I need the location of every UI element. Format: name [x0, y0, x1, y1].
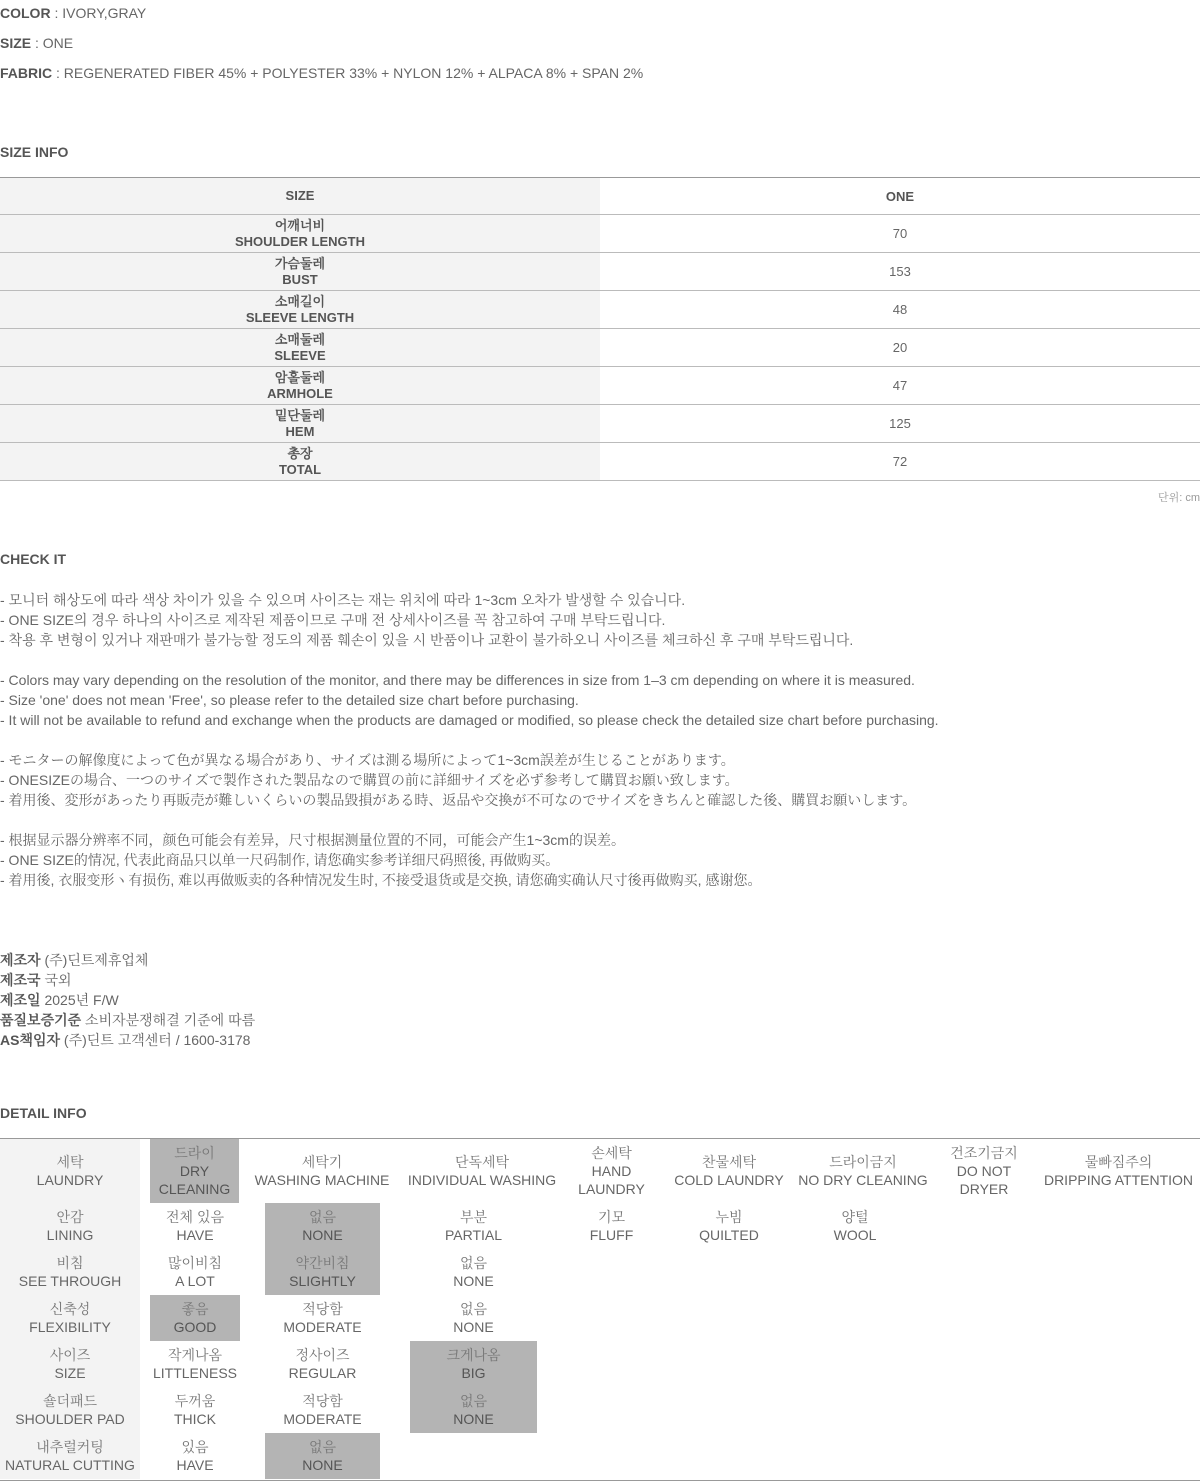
check-line: - モニターの解像度によって色が異なる場合があり、サイズは測る場所によって1~3cm誤差が生じることがあります。	[0, 752, 735, 768]
detail-label-ko: 신축성	[49, 1301, 91, 1317]
size-row-value: 47	[892, 378, 908, 393]
detail-row-label	[0, 1341, 140, 1387]
detail-option	[150, 1249, 240, 1295]
size-table-row	[0, 367, 1200, 405]
detail-option	[410, 1249, 537, 1295]
detail-row-label	[0, 1433, 140, 1479]
maker-label: 제조자	[0, 952, 41, 968]
detail-option-en: NONE	[302, 1227, 343, 1243]
check-it-title: CHECK IT	[0, 551, 67, 567]
detail-option-en: NONE	[453, 1319, 494, 1335]
detail-option-en: A LOT	[175, 1273, 215, 1289]
detail-option	[240, 1139, 404, 1203]
detail-label-ko: 안감	[56, 1209, 84, 1225]
check-line: - 착용 후 변형이 있거나 재판매가 불가능할 정도의 제품 훼손이 있을 시 반품이나 교환이 불가하오니 사이즈를 체크하신 후 구매 부탁드립니다.	[0, 632, 854, 648]
detail-label-ko: 사이즈	[49, 1347, 91, 1363]
size-row-label	[0, 253, 600, 290]
detail-option-ko: 세탁기	[301, 1154, 343, 1170]
size-row-label-ko: 밑단둘레	[274, 407, 326, 423]
detail-row	[0, 1341, 1200, 1387]
detail-option-ko: 있음	[181, 1439, 209, 1455]
spec-color	[0, 5, 146, 21]
size-row-value: 70	[892, 226, 908, 241]
size-table-row	[0, 443, 1200, 481]
detail-option	[265, 1249, 380, 1295]
detail-label-en: NATURAL CUTTING	[5, 1457, 135, 1473]
detail-option-ko: 두꺼움	[174, 1393, 216, 1409]
detail-option-en: MODERATE	[283, 1319, 362, 1335]
size-table-row	[0, 215, 1200, 253]
size-row-label-en: BUST	[282, 271, 318, 287]
size-row-label-ko: 소매둘레	[274, 331, 326, 347]
detail-option	[560, 1203, 663, 1249]
detail-option-ko: 없음	[308, 1439, 337, 1455]
detail-option	[560, 1139, 663, 1203]
detail-option-ko: 양털	[841, 1209, 869, 1225]
detail-option	[150, 1433, 240, 1479]
check-line: - ONE SIZE的情况, 代表此商品只以单一尺码制作, 请您确实参考详细尺码照後, 再做购买。	[0, 852, 560, 868]
check-group	[0, 590, 1200, 650]
detail-option-en: NONE	[453, 1273, 494, 1289]
detail-label-en: LINING	[46, 1227, 94, 1243]
size-row-value: 125	[889, 416, 911, 431]
spec-size	[0, 35, 73, 51]
detail-option-en: WOOL	[833, 1227, 877, 1243]
detail-label-en: FLEXIBILITY	[29, 1319, 111, 1335]
detail-option-ko: 단독세탁	[454, 1154, 510, 1170]
detail-row	[0, 1387, 1200, 1433]
maker-value: (주)딘트 고객센터 / 1600-3178	[60, 1032, 251, 1048]
spec-value: : REGENERATED FIBER 45% + POLYESTER 33% + NYLON 12% + ALPACA 8% + SPAN 2%	[52, 65, 644, 81]
size-info-title: SIZE INFO	[0, 144, 69, 160]
check-line: - 根据显示器分辨率不同，颜色可能会有差异，尺寸根据测量位置的不同，可能会产生1~3cm的误差。	[0, 832, 625, 848]
detail-option-en: HAVE	[176, 1457, 214, 1473]
spec-value: : IVORY,GRAY	[50, 5, 147, 21]
detail-row	[0, 1295, 1200, 1341]
detail-option-en: QUILTED	[699, 1227, 759, 1243]
check-group	[0, 750, 1200, 810]
detail-option-en: LITTLENESS	[152, 1365, 238, 1381]
detail-option-en: SLIGHTLY	[289, 1273, 356, 1289]
size-row-label	[0, 443, 600, 480]
size-row-label-en: ARMHOLE	[267, 385, 333, 401]
size-table-row	[0, 329, 1200, 367]
check-line: - Size 'one' does not mean 'Free', so please refer to the detailed size chart before purchasing.	[0, 692, 579, 708]
spec-label: FABRIC	[0, 65, 53, 81]
maker-value: 2025년 F/W	[40, 992, 119, 1008]
detail-option-ko: 없음	[308, 1209, 337, 1225]
maker-line	[0, 990, 255, 1010]
detail-option	[410, 1203, 537, 1249]
detail-option	[265, 1203, 380, 1249]
detail-option-en: MODERATE	[283, 1411, 362, 1427]
detail-option-en: HAND LAUNDRY	[578, 1163, 645, 1197]
detail-option-ko: 없음	[459, 1255, 488, 1271]
detail-label-en: SHOULDER PAD	[15, 1411, 125, 1427]
detail-option-ko: 건조기금지	[950, 1145, 1018, 1161]
size-row-value: 72	[892, 454, 908, 469]
detail-table	[0, 1138, 1200, 1481]
detail-option	[150, 1203, 240, 1249]
detail-option	[265, 1341, 380, 1387]
size-row-label-en: SHOULDER LENGTH	[235, 233, 365, 249]
detail-option-en: WASHING MACHINE	[254, 1172, 390, 1188]
maker-line	[0, 970, 255, 990]
detail-label-en: LAUNDRY	[36, 1172, 104, 1188]
detail-option-en: INDIVIDUAL WASHING	[407, 1172, 557, 1188]
detail-option-en: NONE	[302, 1457, 343, 1473]
detail-option-en: NONE	[453, 1411, 494, 1427]
detail-option-en2: CLEANING	[158, 1181, 231, 1197]
check-line: - 모니터 해상도에 따라 색상 차이가 있을 수 있으며 사이즈는 재는 위치에 따라 1~3cm 오차가 발생할 수 있습니다.	[0, 592, 686, 608]
maker-label: 제조국	[0, 972, 41, 988]
detail-option	[410, 1295, 537, 1341]
detail-option	[265, 1433, 380, 1479]
detail-label-en: SEE THROUGH	[18, 1273, 122, 1289]
detail-label-ko: 내추럴커팅	[36, 1439, 104, 1455]
detail-row	[0, 1139, 1200, 1203]
detail-option-ko: 전체 있음	[166, 1209, 224, 1225]
size-table-row	[0, 253, 1200, 291]
size-row-value: 48	[892, 302, 908, 317]
size-row-label	[0, 215, 600, 252]
detail-option-en: HAVE	[176, 1227, 214, 1243]
check-line: - It will not be available to refund and exchange when the products are damaged or modified, so please check the detailed size chart before purchasing.	[0, 712, 939, 728]
detail-option-en: DO NOT DRYER	[956, 1163, 1012, 1197]
size-row-label-ko: 암홀둘레	[274, 369, 326, 385]
maker-line	[0, 950, 255, 970]
detail-option	[410, 1341, 537, 1387]
detail-row	[0, 1249, 1200, 1295]
detail-option-ko: 드라이금지	[829, 1154, 897, 1170]
detail-row-label	[0, 1387, 140, 1433]
detail-option-ko: 작게나옴	[167, 1347, 223, 1363]
detail-option-ko: 기모	[597, 1209, 626, 1225]
size-row-label-en: TOTAL	[278, 461, 322, 477]
size-table-header	[0, 178, 1200, 215]
check-line: - Colors may vary depending on the resolution of the monitor, and there may be differences in size from 1–3 cm depending on where it is measured.	[0, 672, 915, 688]
detail-option-en: PARTIAL	[444, 1227, 503, 1243]
detail-option	[410, 1387, 537, 1433]
detail-option-ko: 많이비침	[167, 1255, 223, 1271]
detail-option	[795, 1139, 931, 1203]
size-row-label-ko: 어깨너비	[274, 217, 326, 233]
detail-option-en: NO DRY CLEANING	[798, 1172, 928, 1188]
spec-label: SIZE	[0, 35, 32, 51]
detail-option	[150, 1139, 239, 1203]
detail-row	[0, 1203, 1200, 1249]
detail-option	[265, 1387, 380, 1433]
detail-option-en: COLD LAUNDRY	[674, 1172, 784, 1188]
size-row-label-en: HEM	[285, 423, 315, 439]
maker-value: 소비자분쟁해결 기준에 따름	[81, 1012, 256, 1028]
detail-option-ko: 누빔	[715, 1209, 743, 1225]
detail-option	[150, 1341, 240, 1387]
check-line: - 着用後、変形があったり再販売が難しいくらいの製品毀損がある時、返品や交換が不可なのでサイズをきちんと確認した後、購買お願いします。	[0, 792, 917, 808]
detail-option	[663, 1139, 795, 1203]
size-row-label	[0, 291, 600, 328]
maker-label: 품질보증기준	[0, 1012, 82, 1028]
detail-label-ko: 비침	[56, 1255, 84, 1271]
size-row-label	[0, 329, 600, 366]
size-row-value: 20	[892, 340, 908, 355]
check-group	[0, 670, 1200, 730]
detail-row-label	[0, 1249, 140, 1295]
detail-row-label	[0, 1203, 140, 1249]
detail-option-ko: 없음	[459, 1301, 488, 1317]
spec-value: : ONE	[31, 35, 74, 51]
detail-label-ko: 숄더패드	[42, 1393, 98, 1409]
size-header-label: SIZE	[0, 178, 600, 214]
detail-option-ko: 크게나옴	[446, 1347, 501, 1363]
detail-option-ko: 좋음	[181, 1301, 209, 1317]
detail-option-en: GOOD	[173, 1319, 217, 1335]
detail-row	[0, 1433, 1200, 1479]
detail-option-ko: 부분	[459, 1209, 488, 1225]
maker-info	[0, 950, 255, 1050]
size-row-label-en: SLEEVE	[274, 347, 326, 363]
check-list	[0, 590, 1200, 910]
detail-option-ko: 적당함	[302, 1393, 343, 1409]
size-row-label	[0, 405, 600, 442]
check-line: - ONE SIZE의 경우 하나의 사이즈로 제작된 제품이므로 구매 전 상세사이즈를 꼭 참고하여 구매 부탁드립니다.	[0, 612, 666, 628]
detail-option-ko: 손세탁	[591, 1145, 632, 1161]
detail-option-ko: 약간비침	[295, 1255, 350, 1271]
maker-value: 국외	[40, 972, 72, 988]
detail-label-ko: 세탁	[56, 1154, 84, 1170]
maker-label: AS책임자	[0, 1032, 61, 1048]
maker-line	[0, 1010, 255, 1030]
detail-option	[150, 1295, 240, 1341]
check-line: - 着用後, 衣服变形ヽ有损伤, 难以再做贩卖的各种情况发生时, 不接受退货或是交换, 请您确实确认尺寸後再做购买, 感谢您。	[0, 872, 762, 888]
size-header-value: ONE	[885, 188, 915, 204]
detail-option-en: REGULAR	[288, 1365, 357, 1381]
detail-option-ko: 적당함	[302, 1301, 343, 1317]
detail-option-en: THICK	[174, 1411, 216, 1427]
size-row-label-en: SLEEVE LENGTH	[245, 309, 355, 325]
detail-info-title: DETAIL INFO	[0, 1105, 87, 1121]
size-table	[0, 177, 1200, 481]
size-table-row	[0, 291, 1200, 329]
detail-option	[150, 1387, 240, 1433]
detail-option-en: BIG	[461, 1365, 486, 1381]
detail-option	[663, 1203, 795, 1249]
detail-row-label	[0, 1295, 140, 1341]
detail-option	[265, 1295, 380, 1341]
size-row-label-ko: 가슴둘레	[274, 255, 326, 271]
detail-option	[1037, 1139, 1200, 1203]
spec-fabric	[0, 65, 643, 81]
detail-option-ko: 없음	[459, 1393, 488, 1409]
detail-option-ko: 드라이	[174, 1145, 215, 1161]
size-row-label-ko: 총장	[287, 445, 313, 461]
detail-row-label	[0, 1139, 140, 1203]
size-row-label	[0, 367, 600, 404]
detail-label-en: SIZE	[54, 1365, 86, 1381]
detail-option-en: DRIPPING ATTENTION	[1043, 1172, 1194, 1188]
maker-line	[0, 1030, 255, 1050]
detail-option-en: FLUFF	[589, 1227, 634, 1243]
check-group	[0, 830, 1200, 890]
detail-option	[931, 1139, 1037, 1203]
check-line: - ONESIZEの場合、一つのサイズで製作された製品なので購買の前に詳細サイズを必ず参考して購買お願い致します。	[0, 772, 739, 788]
size-row-value: 153	[889, 264, 911, 279]
detail-option-en: DRY	[179, 1163, 210, 1179]
detail-option-ko: 찬물세탁	[701, 1154, 757, 1170]
detail-option	[795, 1203, 915, 1249]
detail-option	[404, 1139, 560, 1203]
size-table-row	[0, 405, 1200, 443]
maker-label: 제조일	[0, 992, 41, 1008]
detail-option-ko: 정사이즈	[295, 1347, 350, 1363]
spec-label: COLOR	[0, 5, 51, 21]
detail-option-ko: 물빠짐주의	[1084, 1154, 1153, 1170]
unit-note: 단위: cm	[1157, 492, 1200, 504]
size-row-label-ko: 소매길이	[274, 293, 326, 309]
maker-value: (주)딘트제휴업체	[40, 952, 149, 968]
